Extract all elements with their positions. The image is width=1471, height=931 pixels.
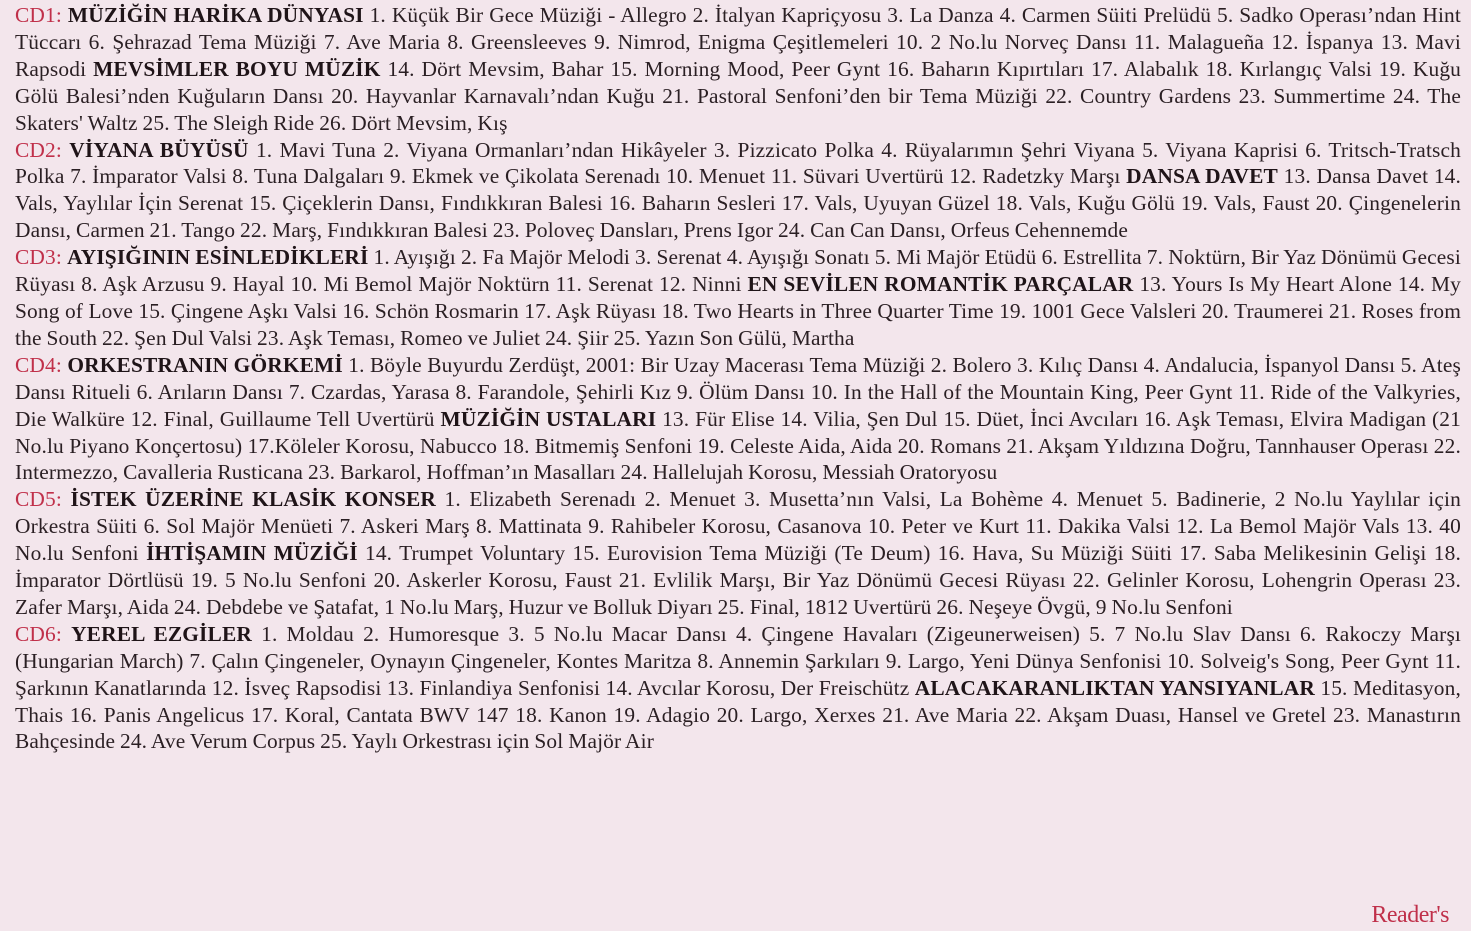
track-list: 15. Meditasyon, Thais 16. Panis Angelicus 17. Koral, Cantata BWV 147 18. Kanon 19. Adagio 20. Largo, Xerxes 21. Ave Maria 22. Akşam Duası, Hansel ve Gretel 23. Manastırın Bahçesinde 24. Ave Verum Corpus 25. Yaylı Orkestrası için Sol Majör Air	[15, 675, 1461, 754]
cd-label: CD3:	[15, 245, 62, 270]
cd-label: CD2:	[15, 137, 62, 162]
track-list: 14. Trumpet Voluntary 15. Eurovision Tema Müziği (Te Deum) 16. Hava, Su Müziği Süiti 17. Saba Melikesinin Gelişi 18. İmparator Dörtlüsü 19. 5 No.lu Senfoni 20. Askerler Korosu, Faust 21. Evlilik Marşı, Bir Yaz Dönümü Gecesi Rüyası 22. Gelinler Korosu, Lohengrin Operası 23. Zafer Marşı, Aida 24. Debdebe ve Şatafat, 1 No.lu Marş, Huzur ve Bolluk Diyarı 25. Final, 1812 Uvertürü 26. Neşeye Övgü, 9 No.lu Senfoni	[15, 541, 1461, 619]
track-list: 14. Dört Mevsim, Bahar 15. Morning Mood, Peer Gynt 16. Baharın Kıpırtıları 17. Alabalık 18. Kırlangıç Valsi 19. Kuğu Gölü Balesi’nden Kuğuların Dansı 20. Hayvanlar Karnavalı’ndan Kuğu 21. Pastoral Senfoni’den bir Tema Müziği 22. Country Gardens 23. Summertime 24. The Skaters' Waltz 25. The Sleigh Ride 26. Dört Mevsim, Kış	[15, 56, 1462, 135]
section-title: EN SEVİLEN ROMANTİK PARÇALAR	[747, 272, 1134, 297]
cd-label: CD4:	[15, 352, 62, 377]
section-title: ALACAKARANLIKTAN YANSIYANLAR	[914, 675, 1315, 700]
cd-label: CD5:	[15, 487, 62, 512]
track-list: 13. Yours Is My Heart Alone 14. My Song of Love 15. Çingene Aşkı Valsi 16. Schön Rosmarin 17. Aşk Rüyası 18. Two Hearts in Three Quarter Time 19. 1001 Gece Valsleri 20. Traumerei 21. Roses from the South 22. Şen Dul Valsi 23. Aşk Teması, Romeo ve Juliet 24. Şiir 25. Yazın Son Gülü, Martha	[15, 272, 1461, 350]
section-title: VİYANA BÜYÜSÜ	[69, 137, 249, 162]
track-list: 13. Dansa Davet 14. Vals, Yaylılar İçin Serenat 15. Çiçeklerin Dansı, Fındıkkıran Balesi 16. Baharın Sesleri 17. Vals, Uyuyan Güzel 18. Vals, Kuğu Gölü 19. Vals, Faust 20. Çingenelerin Dansı, Carmen 21. Tango 22. Marş, Fındıkkıran Balesi 23. Poloveç Dansları, Prens Igor 24. Can Can Dansı, Orfeus Cehennemde	[15, 164, 1462, 243]
section-title: YEREL EZGİLER	[71, 621, 252, 646]
cd-block-4	[15, 352, 1461, 487]
section-title: MÜZİĞİN USTALARI	[440, 406, 657, 431]
cd-block-6	[15, 621, 1461, 756]
cd-label: CD6:	[15, 621, 62, 646]
section-title: MEVSİMLER BOYU MÜZİK	[93, 56, 381, 81]
track-list: 1. Ayışığı 2. Fa Majör Melodi 3. Serenat 4. Ayışığı Sonatı 5. Mi Majör Etüdü 6. Estrellita 7. Noktürn, Bir Yaz Dönümü Gecesi Rüyası 8. Aşk Arzusu 9. Hayal 10. Mi Bemol Majör Noktürn 11. Serenat 12. Ninni	[15, 245, 1462, 297]
section-title: İSTEK ÜZERİNE KLASİK KONSER	[70, 487, 437, 512]
cd-block-2	[15, 137, 1461, 245]
cd-block-1	[15, 2, 1461, 137]
section-title: ORKESTRANIN GÖRKEMİ	[67, 352, 343, 377]
track-list: 1. Moldau 2. Humoresque 3. 5 No.lu Macar Dansı 4. Çingene Havaları (Zigeunerweisen) 5. 7 No.lu Slav Dansı 6. Rakoczy Marşı (Hungarian March) 7. Çalın Çingeneler, Oynayın Çingeneler, Kontes Maritza 8. Annemin Şarkıları 9. Largo, Yeni Dünya Senfonisi 10. Solveig's Song, Peer Gynt 11. Şarkının Kanatlarında 12. İsveç Rapsodisi 13. Finlandiya Senfonisi 14. Avcılar Korosu, Der Freischütz	[15, 621, 1462, 700]
track-list: 13. Für Elise 14. Vilia, Şen Dul 15. Düet, İnci Avcıları 16. Aşk Teması, Elvira Madigan (21 No.lu Piyano Konçertosu) 17.Köleler Korosu, Nabucco 18. Bitmemiş Senfoni 19. Celeste Aida, Aida 20. Romans 21. Akşam Yıldızına Doğru, Tannhauser Operası 22. Intermezzo, Cavalleria Rusticana 23. Barkarol, Hoffman’ın Masalları 24. Hallelujah Korosu, Messiah Oratoryosu	[15, 406, 1461, 485]
cd-label: CD1:	[15, 3, 62, 27]
cd-block-3	[15, 244, 1461, 352]
section-title: MÜZİĞİN HARİKA DÜNYASI	[67, 3, 364, 27]
track-list: 1. Böyle Buyurdu Zerdüşt, 2001: Bir Uzay Macerası Tema Müziği 2. Bolero 3. Kılıç Dansı 4. Andalucia, İspanyol Dansı 5. Ateş Dansı Ritueli 6. Arıların Dansı 7. Czardas, Yarasa 8. Farandole, Şehirli Kız 9. Ölüm Dansı 10. In the Hall of the Mountain King, Peer Gynt 11. Ride of the Valkyries, Die Walküre 12. Final, Guillaume Tell Uvertürü	[15, 352, 1461, 431]
section-title: AYIŞIĞININ ESİNLEDİKLERİ	[67, 245, 369, 270]
track-list: 1. Mavi Tuna 2. Viyana Ormanları’ndan Hikâyeler 3. Pizzicato Polka 4. Rüyalarımın Şehri Viyana 5. Viyana Kaprisi 6. Tritsch-Tratsch Polka 7. İmparator Valsi 8. Tuna Dalgaları 9. Ekmek ve Çikolata Serenadı 10. Menuet 11. Süvari Uvertürü 12. Radetzky Marşı	[15, 137, 1462, 189]
section-title: DANSA DAVET	[1126, 164, 1278, 189]
track-listing	[15, 2, 1461, 755]
readers-digest-logo: Reader's	[1371, 902, 1449, 928]
section-title: İHTİŞAMIN MÜZİĞİ	[146, 541, 358, 566]
track-list: 1. Elizabeth Serenadı 2. Menuet 3. Musetta’nın Valsi, La Bohème 4. Menuet 5. Badinerie, 2 No.lu Yaylılar için Orkestra Süiti 6. Sol Majör Menüeti 7. Askeri Marş 8. Mattinata 9. Rahibeler Korosu, Casanova 10. Peter ve Kurt 11. Dakika Valsi 12. La Bemol Majör Vals 13. 40 No.lu Senfoni	[15, 487, 1461, 566]
track-list: 1. Küçük Bir Gece Müziği - Allegro 2. İtalyan Kapriçyosu 3. La Danza 4. Carmen Süiti Prelüdü 5. Sadko Operası’ndan Hint Tüccarı 6. Şehrazad Tema Müziği 7. Ave Maria 8. Greensleeves 9. Nimrod, Enigma Çeşitlemeleri 10. 2 No.lu Norveç Dansı 11. Malagueña 12. İspanya 13. Mavi Rapsodi	[15, 3, 1461, 81]
cd-block-5	[15, 486, 1461, 621]
